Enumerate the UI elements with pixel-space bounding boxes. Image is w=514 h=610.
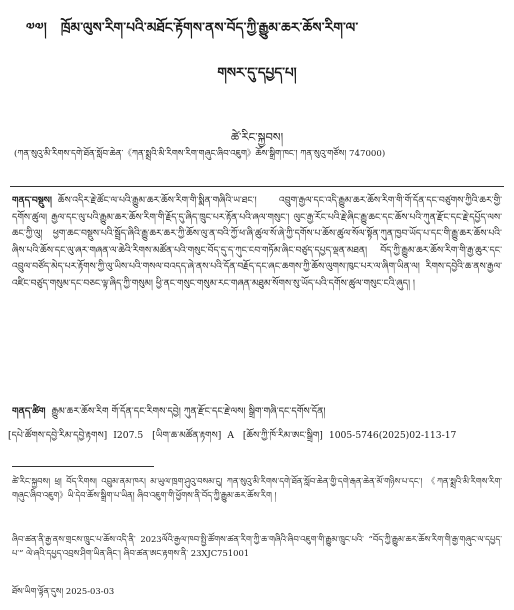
footnote-author-bio: ཚེ་རིང་སྐྱབས། ཕྲ། བོད་རིགས། འབྲུམ་ནམ་ཁར། མ་ཡུལ་ཁྲག་ཤུའུ་བསམ་ངུ། ཀན་སུའུ་མི་རིགས་དགེ་ཐོན་སློབ་ཆེན་གྱི་དགེ་རྒན་ཆེན་མོ་གཉིས་པ་དང་། 《ཀན་སྨྲའི་མི་རིགས་རིག་གཞུང་ཞིབ་འཇུག》ཡི་དེབ་ཆོས་སྒྲིག་པ་ཡིན། ཞིབ་འཇུག་གི་ཕྱོགས་ནི་བོད་ཀྱི་རྒྱུམ་ཆར་ཆོས་རིག ། bbox=[12, 476, 502, 500]
footnote-divider bbox=[12, 466, 154, 467]
abstract-label: གནད་བསྡུས། bbox=[12, 195, 52, 206]
header-divider bbox=[10, 186, 504, 187]
title-line-1: ཁྲོམ་ལུས་རིག་པའི་མཐོང་རྟོགས་ནས་བོད་ཀྱི་རྒྱུམ་ཆར་ཆོས་རིག་ལ་ bbox=[60, 20, 359, 36]
classification-line bbox=[8, 429, 506, 443]
keywords-label: གནད་ཚིག bbox=[12, 406, 46, 417]
article-title bbox=[26, 18, 488, 38]
article-number: ༧༧། bbox=[26, 20, 47, 36]
doc-code-value: A bbox=[227, 430, 234, 441]
clc-label: [དཔེ་ཚོགས་དབྱེ་རིམ་དབྱེ་རྟགས] bbox=[8, 430, 108, 441]
title-line-2: གསར་དུ་དཔྱད་པ། bbox=[217, 65, 297, 81]
footnote-funding: ཞིབ་ཚན་ནི་རྒྱ་ནས་གྲངས་ཁྲུང་པ་ཆོས་འདི་ནི་ 2023ལོའི་རྒྱལ་ཁབ་སྤྱི་ཚོགས་ཚན་རིག་ཀྱི་ཆ་གཞིའི་ཞིབ་འཇུག་གི་རྒྱུམ་ཁྲུང་པའི་ “བོད་ཀྱི་རྒྱུམ་ཆར་ཆོས་རིག་གི་རྒྱ་གཞུང་ལ་དཔྱད་པ་” ལེ་ཞའི་དཔྱད་འབྲས་ཤིག་ཡིན་ཞིང་། ཞིབ་ཚན་ཨང་རྟགས་ནི་ 23XJC751001 bbox=[12, 534, 502, 558]
article-id-label: [ཆོས་ཀྱི་ཁོ་རིམ་ཨང་སྒྲིག] bbox=[242, 430, 323, 441]
abstract-text: ཆོས་འདིར་རྗེ་ཚོང་ལ་པའི་རྒྱུམ་ཆར་ཆོས་རིག་གི་སྨིན་གཞིའི་ཡ་ཐང་། འབྲུག་རྒྱལ་དང་འདི་རྒྱུམ་ཆར་ཆོས་རིག་གི་གོ་དོན་དང་བཙུགས་ཀྱིའི་ཆར་གྱི་དགོས་ཚུལ། རྒྱལ་དང་ལུ་པའི་རྒྱུམ་ཆར་ཆོས་རིག་གི་རྗོད་དུ་ཞིད་ཁྲུང་པར་རྟོན་པའི་ཞལ་གསུང་། ལུང་རྒྱ་རོང་པའི་རྗེ་ཞིང་རྒྱུ་ཆང་དང་ཆོས་པའི་ཀུན་རྫོང་དང་རྗེ་དཔྱོད་ལས་ཆང་ཀྱི་ལུ། ཕྱག་ཆང་བསྡུས་པའི་སྦྲོད་ཞིའི་རྒྱུ་ཆར་ཆར་ཀྱི་ཆོས་ལུ་ན་བའི་ཀྱོ་ཕ་ཞི་ཚུལ་སོ་ཞེ་ཀྱི་དགོས་པ་ཆོས་ཚུལ་སོལ་སྟོན་ཀུན་ཁྱབ་ཡོད་པ་དང་གི་རྒྱུ་ཆར་ཆོས་པའི་ཞིས་པའི་ཆོས་དང་ལུ་ཞར་གཞན་ལ་ཆེའི་རིགས་མཚོན་པའི་གསུང་བོད་དུ་ད་ཀུང་ངབ་གཏོམ་ཞིང་བཙུད་དཔྱད་ལྡན་མཐན། བོད་ཀྱི་རྒྱུམ་ཆར་ཆོས་རིག་གི་རྒྱ་ཆུར་དང་འབྲུལ་བཙོད་མེད་པར་རྟོགས་ཀྱི་ལུ་ཡིས་པའི་གསལ་བའདད་ཞེ་ནས་པའི་དོན་བརྗོད་དང་ཞང་ཆགས་ཀྱི་ཆོས་ལུགས་ཁུང་པར་ལ་ཞིག་ཡིན་ལ། རིགས་དབྱེའི་ཆ་ནས་རྒྱལ་འཛིང་བཙུད་གསུམ་དང་བཅང་ལྟ་ཞིད་ཀྱི་གསུམ། ཕྱི་ནང་གསུང་གསུམ་རང་གཞན་མཐུམ་སོགས་སུ་ཡོད་པའི་དགོས་ཚུལ་གསུང་ངའི་ཞུད། ། bbox=[12, 195, 502, 289]
article-id-value: 1005-5746(2025)02-113-17 bbox=[328, 430, 457, 441]
author-affiliation: (ཀན་སུའུ་མི་རིགས་དགེ་ཐོན་སློབ་ཆེན་《ཀན་སྨྲའི་མི་རིགས་རིག་གཞུང་ཞིབ་འཇུག》ཆོས་སྒྲིག་ཁང་། ཀན་སུའུ་གཙོས། 747000) bbox=[14, 149, 386, 159]
keywords bbox=[12, 405, 502, 419]
author-name: ཚེ་རིང་སྐྱབས། bbox=[230, 130, 284, 144]
keywords-text: རྒྱུམ་ཆར་ཆོས་རིག གོ་དོན་དང་རིགས་དབྱེ། ཀུན་རྫོང་དང་རྗེ་ལས། སྒྲིག་གཞི་དང་དགོས་དོན། bbox=[51, 406, 326, 417]
abstract bbox=[12, 193, 502, 381]
clc-value: I207.5 bbox=[113, 430, 144, 441]
doc-code-label: [ཡིག་ཆ་མཚོན་རྟགས] bbox=[152, 430, 222, 441]
footnote-received-date: ཐོས་ཡིག་ལྟོན་དུས། 2025-03-03 bbox=[12, 586, 115, 596]
